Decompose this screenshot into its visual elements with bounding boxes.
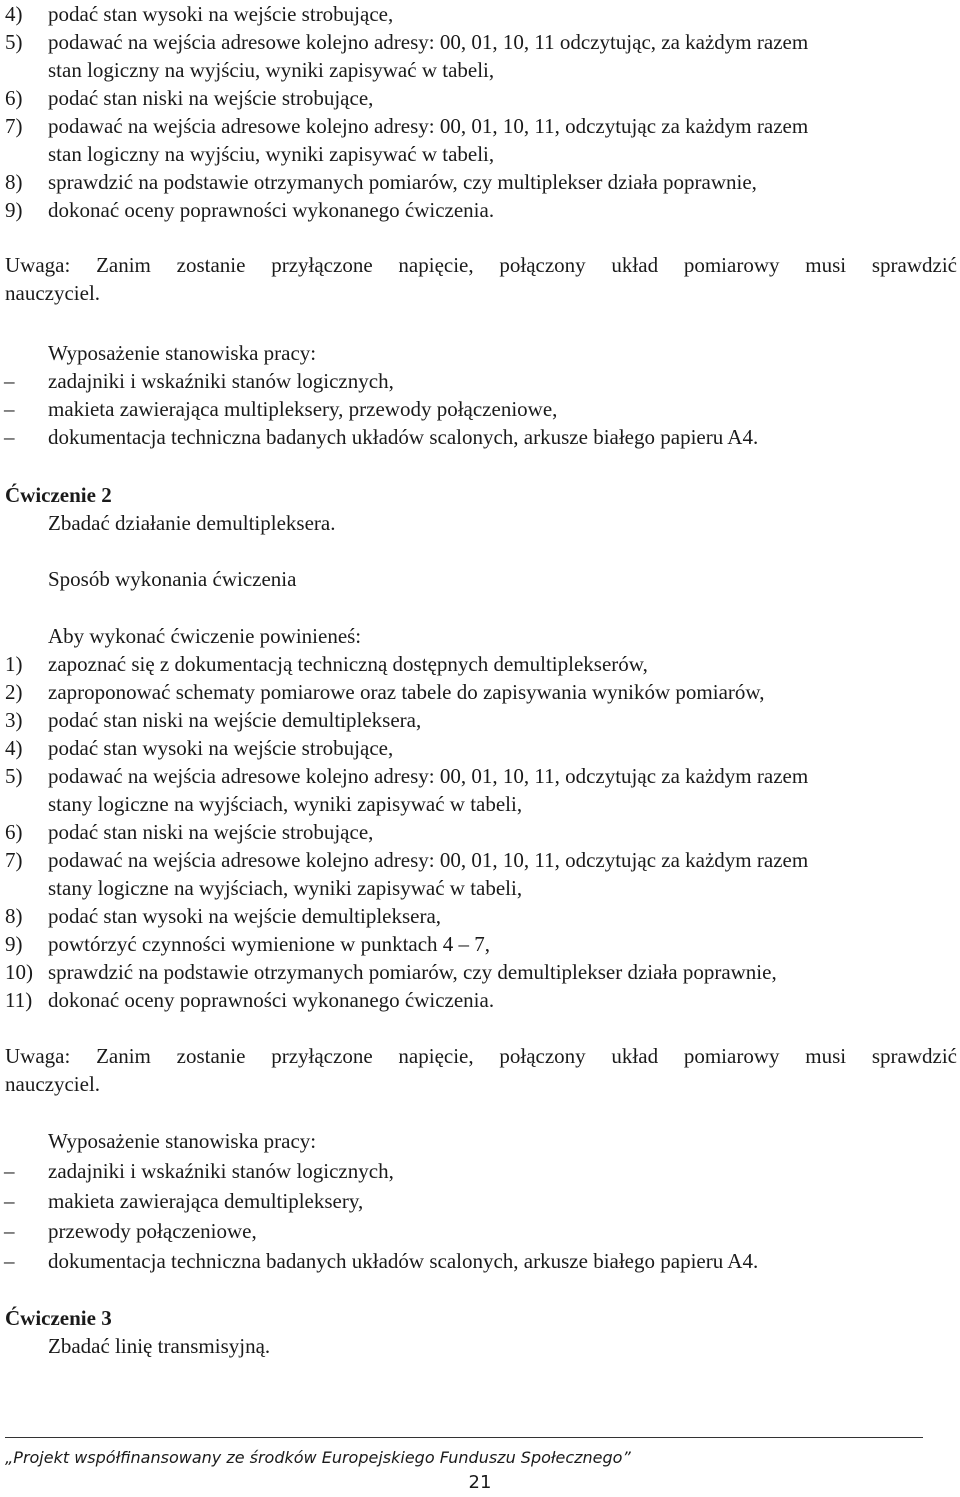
list-number: 6) [5, 820, 23, 844]
list-text: sprawdzić na podstawie otrzymanych pomiarów, czy demultiplekser działa poprawnie, [48, 960, 777, 984]
list-text: podać stan wysoki na wejście strobujące, [48, 2, 394, 26]
list-text: sprawdzić na podstawie otrzymanych pomiarów, czy multiplekser działa poprawnie, [48, 170, 757, 194]
list-number: 8) [5, 170, 23, 194]
note-text: Uwaga: Zanim zostanie przyłączone napięcie, połączony układ pomiarowy musi sprawdzić [5, 253, 957, 277]
list-item [0, 650, 960, 678]
note-text: Uwaga: Zanim zostanie przyłączone napięcie, połączony układ pomiarowy musi sprawdzić [5, 1044, 957, 1068]
list-number: 11) [5, 988, 33, 1012]
list-number: 7) [5, 848, 23, 872]
list-text: stan logiczny na wyjściu, wyniki zapisywać w tabeli, [48, 142, 495, 166]
exercise-heading: Ćwiczenie 2 [5, 483, 112, 507]
dash-bullet: – [4, 369, 15, 393]
note-text: nauczyciel. [5, 1072, 101, 1096]
list-item [0, 734, 960, 762]
exercise-task: Zbadać działanie demultipleksera. [48, 511, 336, 535]
list-number: 9) [5, 932, 23, 956]
list-number: 5) [5, 30, 23, 54]
list-number: 7) [5, 114, 23, 138]
list-text: zadajniki i wskaźniki stanów logicznych, [48, 1159, 394, 1183]
equipment-title: Wyposażenie stanowiska pracy: [48, 341, 317, 365]
list-item [0, 84, 960, 112]
list-item [0, 846, 960, 874]
list-text: zaproponować schematy pomiarowe oraz tabele do zapisywania wyników pomiarów, [48, 680, 765, 704]
dash-bullet: – [4, 397, 15, 421]
list-number: 3) [5, 708, 23, 732]
list-text: zadajniki i wskaźniki stanów logicznych, [48, 369, 394, 393]
list-text: podać stan niski na wejście strobujące, [48, 86, 374, 110]
dash-bullet: – [4, 1219, 15, 1243]
list-text: podać stan wysoki na wejście demultipleksera, [48, 904, 442, 928]
list-item [0, 902, 960, 930]
list-number: 2) [5, 680, 23, 704]
list-number: 10) [5, 960, 33, 984]
dash-bullet: – [4, 1189, 15, 1213]
list-item [0, 1187, 960, 1215]
list-item [0, 168, 960, 196]
list-item [0, 1247, 960, 1275]
list-text: makieta zawierająca demultipleksery, [48, 1189, 364, 1213]
list-text: podawać na wejścia adresowe kolejno adresy: 00, 01, 10, 11, odczytując za każdym razem [48, 848, 809, 872]
list-item [0, 367, 960, 395]
list-text: podać stan wysoki na wejście strobujące, [48, 736, 394, 760]
list-text: dokonać oceny poprawności wykonanego ćwiczenia. [48, 988, 495, 1012]
steps-intro: Aby wykonać ćwiczenie powinieneś: [48, 624, 362, 648]
note-paragraph [0, 1042, 960, 1070]
list-item [0, 762, 960, 790]
list-text: podać stan niski na wejście strobujące, [48, 820, 374, 844]
list-text: podawać na wejścia adresowe kolejno adresy: 00, 01, 10, 11 odczytując, za każdym razem [48, 30, 809, 54]
note-paragraph-end [0, 1070, 960, 1098]
list-item [0, 958, 960, 986]
page-number: 21 [468, 1472, 492, 1493]
list-item [0, 395, 960, 423]
exercise-task: Zbadać linię transmisyjną. [48, 1334, 271, 1358]
list-item-continuation [0, 790, 960, 818]
list-number: 4) [5, 736, 23, 760]
exercise-heading: Ćwiczenie 3 [5, 1306, 112, 1330]
list-item [0, 1217, 960, 1245]
list-text: powtórzyć czynności wymienione w punktach 4 – 7, [48, 932, 491, 956]
list-item [0, 986, 960, 1014]
note-paragraph-end [0, 279, 960, 307]
list-text: dokumentacja techniczna badanych układów scalonych, arkusze białego papieru A4. [48, 1249, 759, 1273]
list-item [0, 112, 960, 140]
list-item-continuation [0, 874, 960, 902]
list-item [0, 706, 960, 734]
list-text: makieta zawierająca multipleksery, przewody połączeniowe, [48, 397, 558, 421]
note-text: nauczyciel. [5, 281, 101, 305]
list-text: podawać na wejścia adresowe kolejno adresy: 00, 01, 10, 11, odczytując za każdym razem [48, 764, 809, 788]
list-text: stany logiczne na wyjściach, wyniki zapisywać w tabeli, [48, 876, 523, 900]
list-text: podać stan niski na wejście demultipleksera, [48, 708, 422, 732]
list-item [0, 423, 960, 451]
list-item [0, 818, 960, 846]
note-paragraph [0, 251, 960, 279]
list-number: 1) [5, 652, 23, 676]
list-item-continuation [0, 56, 960, 84]
list-number: 4) [5, 2, 23, 26]
footer-text: „Projekt współfinansowany ze środków Europejskiego Funduszu Społecznego” [5, 1448, 631, 1467]
list-text: zapoznać się z dokumentacją techniczną dostępnych demultiplekserów, [48, 652, 648, 676]
method-title: Sposób wykonania ćwiczenia [48, 567, 297, 591]
list-item [0, 930, 960, 958]
list-number: 8) [5, 904, 23, 928]
list-text: stan logiczny na wyjściu, wyniki zapisywać w tabeli, [48, 58, 495, 82]
list-text: dokumentacja techniczna badanych układów scalonych, arkusze białego papieru A4. [48, 425, 759, 449]
list-text: przewody połączeniowe, [48, 1219, 257, 1243]
list-item [0, 28, 960, 56]
list-item-continuation [0, 140, 960, 168]
list-number: 5) [5, 764, 23, 788]
list-item [0, 0, 960, 28]
dash-bullet: – [4, 1159, 15, 1183]
list-number: 6) [5, 86, 23, 110]
dash-bullet: – [4, 425, 15, 449]
list-item [0, 1157, 960, 1185]
list-text: podawać na wejścia adresowe kolejno adresy: 00, 01, 10, 11, odczytując za każdym razem [48, 114, 809, 138]
list-number: 9) [5, 198, 23, 222]
footer-divider [5, 1437, 923, 1438]
dash-bullet: – [4, 1249, 15, 1273]
list-item [0, 678, 960, 706]
list-text: stany logiczne na wyjściach, wyniki zapisywać w tabeli, [48, 792, 523, 816]
list-text: dokonać oceny poprawności wykonanego ćwiczenia. [48, 198, 495, 222]
equipment-title: Wyposażenie stanowiska pracy: [48, 1129, 317, 1153]
list-item [0, 196, 960, 224]
